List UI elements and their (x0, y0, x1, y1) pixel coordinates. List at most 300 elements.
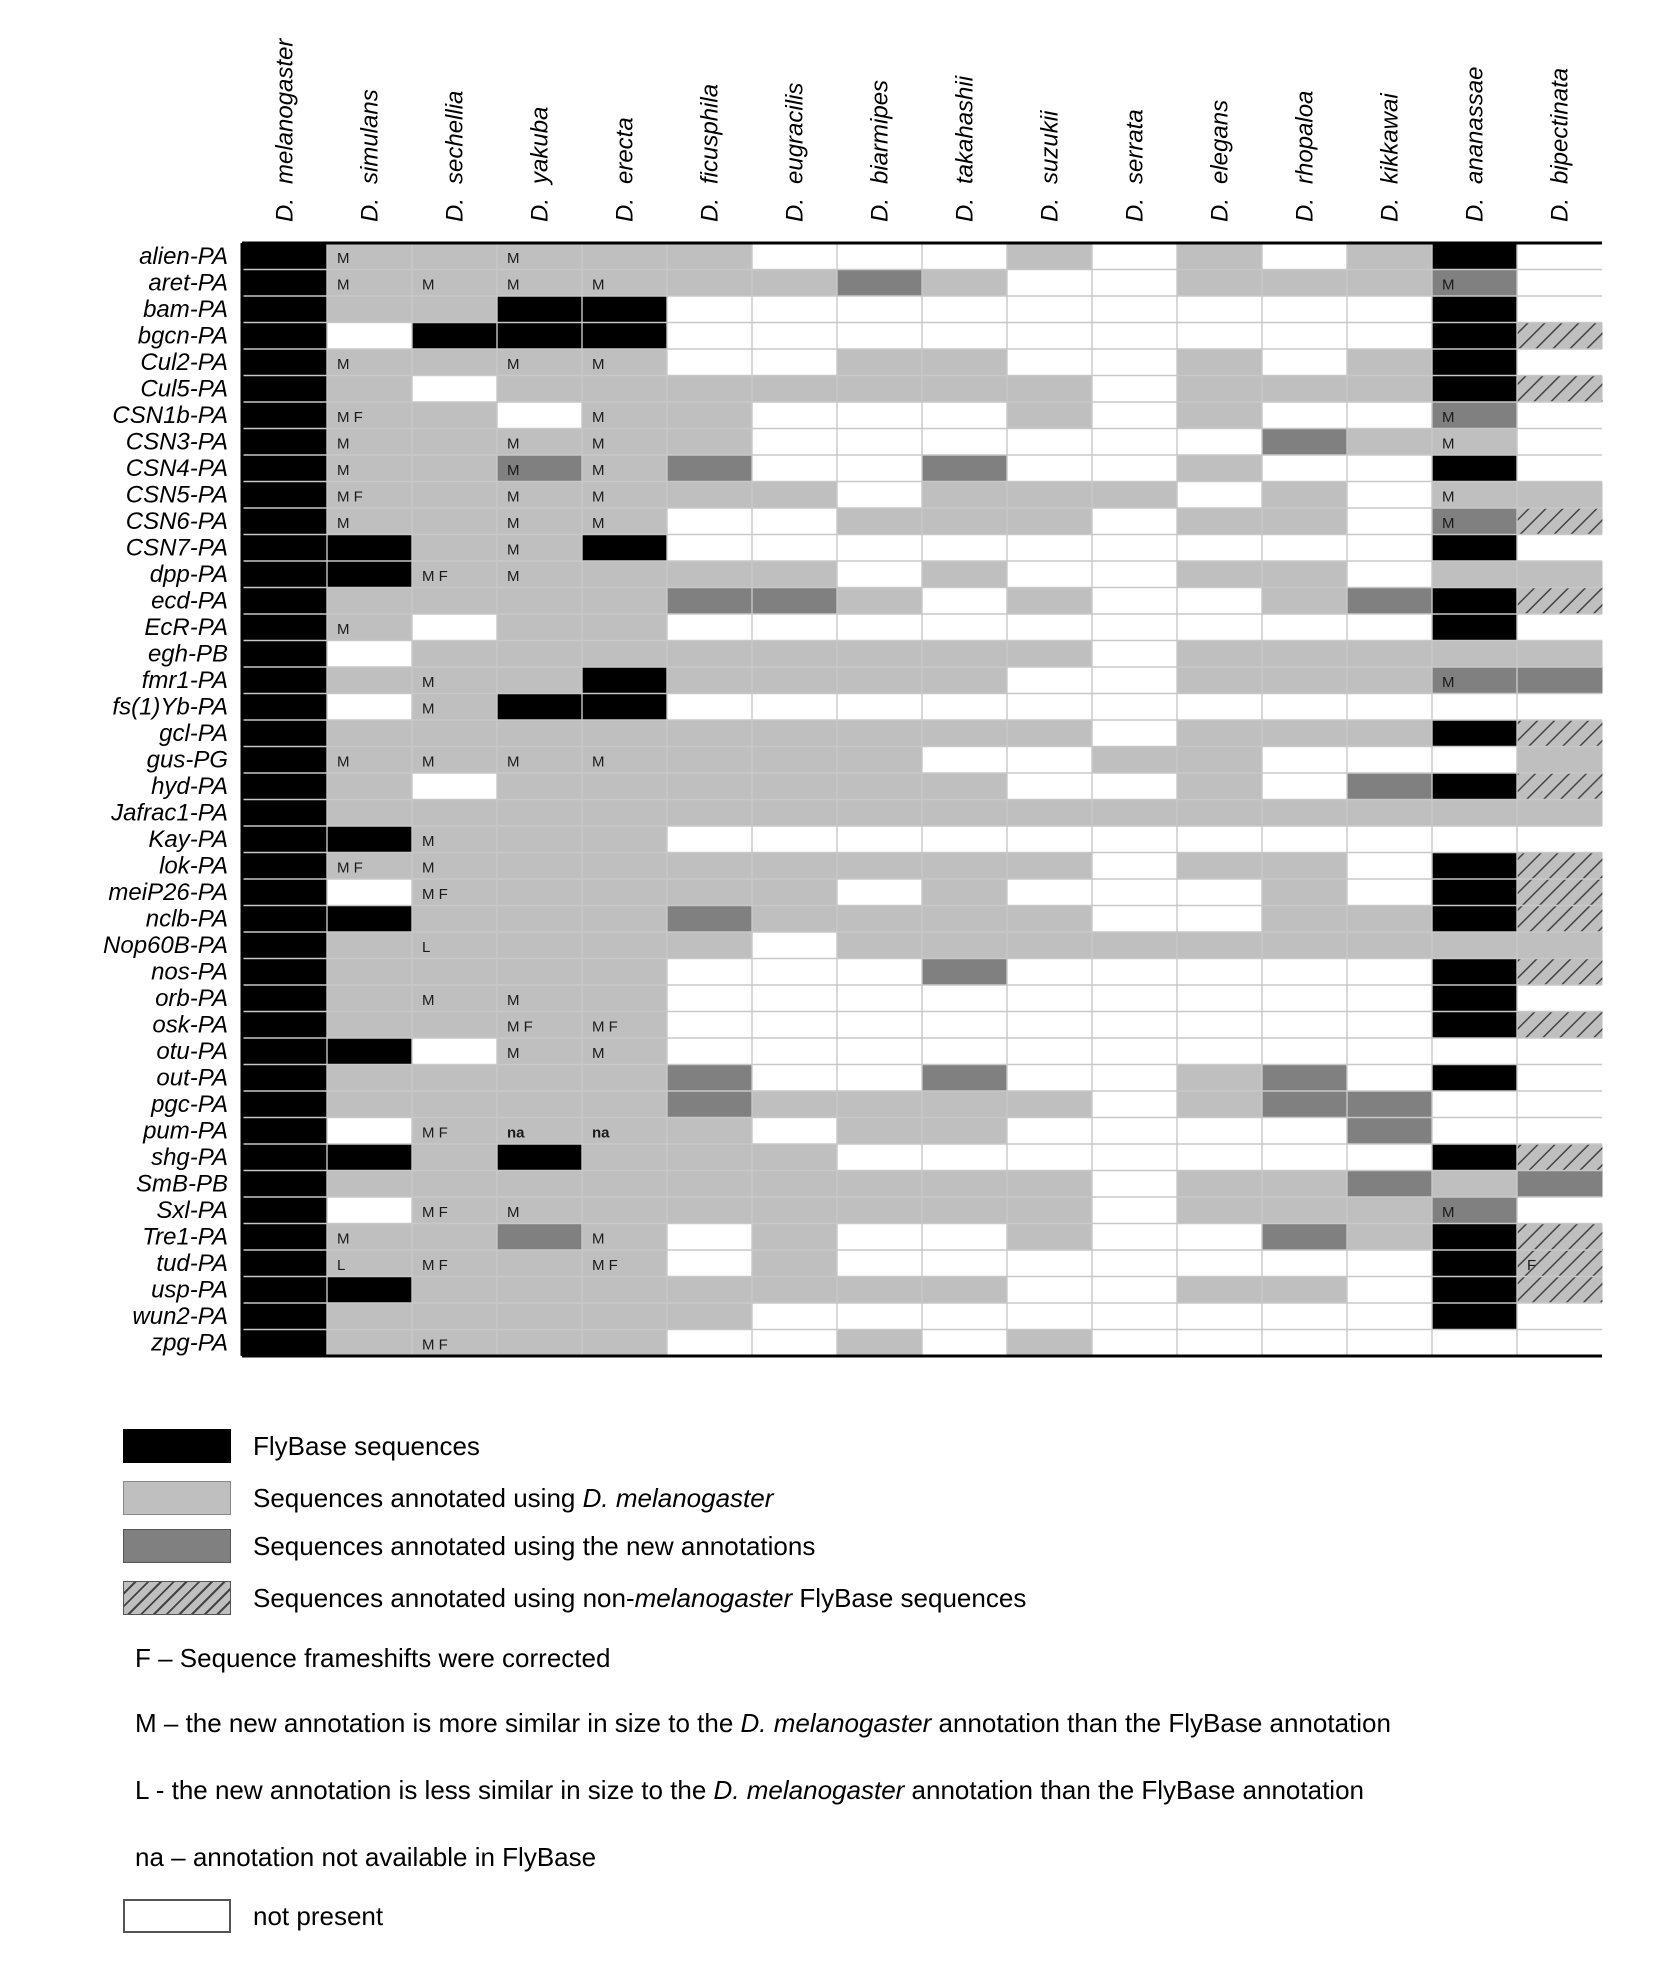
melanogaster-annotated-cell (497, 1171, 583, 1198)
melanogaster-annotated-cell (327, 1330, 413, 1357)
not-present-cell (1177, 1330, 1263, 1357)
species-label: D.takahashii (951, 75, 979, 222)
melanogaster-annotated-cell (1007, 932, 1093, 959)
cell-mark: M (337, 276, 350, 294)
gene-label: gcl-PA (159, 720, 228, 747)
melanogaster-annotated-cell (1262, 1197, 1348, 1224)
not-present-cell (1517, 614, 1603, 641)
not-present-cell (752, 1118, 838, 1145)
not-present-cell (752, 349, 838, 376)
not-present-cell (1177, 482, 1263, 509)
not-present-cell (1262, 694, 1348, 721)
melanogaster-annotated-cell (752, 1091, 838, 1118)
melanogaster-annotated-cell (497, 1091, 583, 1118)
not-present-cell (1347, 985, 1433, 1012)
melanogaster-annotated-cell (667, 641, 753, 668)
cell-mark: M (592, 435, 605, 453)
melanogaster-annotated-cell (582, 641, 668, 668)
not-present-cell (1092, 694, 1178, 721)
not-present-cell (1177, 1118, 1263, 1145)
cell-mark: M F (337, 488, 363, 506)
not-present-cell (1347, 455, 1433, 482)
not-present-cell (752, 932, 838, 959)
flybase-cell (1432, 296, 1518, 323)
melanogaster-annotated-cell (412, 1224, 498, 1251)
new-annotation-cell (1262, 1224, 1348, 1251)
melanogaster-annotated-cell (497, 667, 583, 694)
gene-label: CSN6-PA (125, 508, 228, 535)
not-present-cell (1177, 826, 1263, 853)
melanogaster-annotated-cell (582, 1091, 668, 1118)
flybase-cell (327, 561, 413, 588)
not-present-cell (1432, 1091, 1518, 1118)
melanogaster-annotated-cell (412, 1303, 498, 1330)
melanogaster-annotated-cell (922, 1118, 1008, 1145)
melanogaster-annotated-cell (582, 243, 668, 270)
species-label: D.simulans (356, 89, 384, 222)
new-annotation-cell (1262, 1065, 1348, 1092)
not-present-cell (1262, 455, 1348, 482)
melanogaster-annotated-cell (497, 932, 583, 959)
melanogaster-annotated-cell (582, 853, 668, 880)
not-present-cell (1092, 243, 1178, 270)
not-present-cell (667, 323, 753, 350)
melanogaster-annotated-cell (752, 747, 838, 774)
cell-mark: M (1442, 674, 1455, 691)
not-present-cell (1347, 1144, 1433, 1171)
melanogaster-annotated-cell (582, 614, 668, 641)
gene-label: lok-PA (159, 852, 228, 880)
melanogaster-annotated-cell (667, 1171, 753, 1198)
melanogaster-annotated-cell (837, 641, 923, 668)
melanogaster-annotated-cell (497, 588, 583, 615)
melanogaster-annotated-cell (497, 773, 583, 800)
flybase-cell (1432, 376, 1518, 403)
not-present-cell (1007, 1118, 1093, 1145)
not-present-cell (1007, 535, 1093, 562)
melanogaster-annotated-cell (412, 429, 498, 456)
melanogaster-annotated-cell (922, 641, 1008, 668)
melanogaster-annotated-cell (1262, 720, 1348, 747)
melanogaster-annotated-cell (1177, 641, 1263, 668)
melanogaster-annotated-cell (752, 482, 838, 509)
not-present-cell (1347, 853, 1433, 880)
cell-mark: M (337, 1230, 350, 1248)
melanogaster-annotated-cell (752, 1277, 838, 1304)
cell-mark: M (337, 515, 350, 532)
not-present-cell (1262, 402, 1348, 429)
melanogaster-annotated-cell (752, 376, 838, 403)
melanogaster-annotated-cell (667, 402, 753, 429)
species-label: D.eugracilis (781, 82, 809, 222)
flybase-cell (242, 959, 328, 986)
not-present-cell (1262, 985, 1348, 1012)
not-present-cell (1177, 1038, 1263, 1065)
melanogaster-annotated-cell (752, 1197, 838, 1224)
non-melanogaster-cell (1517, 1277, 1603, 1304)
melanogaster-annotated-cell (327, 800, 413, 827)
cell-mark: M (592, 462, 605, 479)
gene-label: zpg-PA (151, 1329, 228, 1357)
flybase-cell (242, 720, 328, 747)
flybase-cell (327, 1277, 413, 1304)
not-present-cell (1262, 747, 1348, 774)
not-present-cell (1177, 588, 1263, 615)
melanogaster-annotated-cell (667, 270, 753, 297)
not-present-cell (327, 879, 413, 906)
melanogaster-annotated-cell (582, 906, 668, 933)
gene-label: tud-PA (156, 1250, 228, 1277)
not-present-cell (837, 959, 923, 986)
melanogaster-annotated-cell (837, 932, 923, 959)
not-present-cell (1347, 1065, 1433, 1092)
melanogaster-annotated-cell (1517, 932, 1603, 959)
melanogaster-annotated-cell (922, 853, 1008, 880)
not-present-cell (1432, 1038, 1518, 1065)
not-present-cell (752, 1012, 838, 1039)
not-present-cell (837, 1065, 923, 1092)
melanogaster-annotated-cell (922, 720, 1008, 747)
melanogaster-annotated-cell (1177, 270, 1263, 297)
melanogaster-annotated-cell (1347, 376, 1433, 403)
cell-mark: M (592, 1230, 605, 1248)
cell-mark: M (592, 409, 605, 426)
cell-mark: M F (422, 1257, 448, 1274)
not-present-cell (1092, 985, 1178, 1012)
gene-label: out-PA (156, 1064, 228, 1092)
melanogaster-annotated-cell (1177, 747, 1263, 774)
melanogaster-annotated-cell (667, 482, 753, 509)
not-present-cell (1007, 349, 1093, 376)
not-present-cell (752, 614, 838, 641)
not-present-cell (922, 1144, 1008, 1171)
flybase-cell (497, 1144, 583, 1171)
not-present-cell (1517, 1197, 1603, 1224)
not-present-cell (922, 1038, 1008, 1065)
not-present-cell (1347, 879, 1433, 906)
not-present-cell (1092, 826, 1178, 853)
not-present-cell (327, 1118, 413, 1145)
not-present-cell (1262, 1144, 1348, 1171)
not-present-cell (667, 694, 753, 721)
species-label: D.suzukii (1036, 110, 1064, 222)
not-present-cell (1092, 1118, 1178, 1145)
species-label: D.rhopaloa (1291, 90, 1319, 222)
melanogaster-annotated-cell (497, 1277, 583, 1304)
melanogaster-annotated-cell (1262, 800, 1348, 827)
cell-mark: M (592, 276, 605, 294)
melanogaster-annotated-cell (1262, 270, 1348, 297)
species-label: D.sechellia (441, 90, 469, 222)
not-present-cell (1517, 243, 1603, 270)
melanogaster-annotated-cell (1092, 747, 1178, 774)
species-label: D.ananassae (1461, 66, 1489, 222)
flybase-cell (242, 270, 328, 297)
melanogaster-annotated-cell (1262, 561, 1348, 588)
melanogaster-annotated-cell (1347, 270, 1433, 297)
melanogaster-annotated-cell (327, 588, 413, 615)
not-present-cell (922, 614, 1008, 641)
non-melanogaster-cell (1517, 1224, 1603, 1251)
not-present-cell (922, 243, 1008, 270)
not-present-cell (1262, 826, 1348, 853)
not-present-cell (752, 959, 838, 986)
melanogaster-annotated-cell (582, 1197, 668, 1224)
not-present-cell (1262, 1303, 1348, 1330)
melanogaster-annotated-cell (922, 1277, 1008, 1304)
gene-label: Nop60B-PA (103, 932, 228, 959)
flybase-cell (242, 323, 328, 350)
not-present-cell (1517, 1065, 1603, 1092)
cell-mark: M (507, 1204, 520, 1221)
not-present-cell (1092, 720, 1178, 747)
not-present-cell (1092, 1197, 1178, 1224)
gene-label: Tre1-PA (142, 1223, 228, 1251)
flybase-cell (242, 879, 328, 906)
not-present-cell (1177, 1303, 1263, 1330)
melanogaster-annotated-cell (1007, 800, 1093, 827)
not-present-cell (1347, 694, 1433, 721)
melanogaster-annotated-cell (1347, 906, 1433, 933)
flybase-cell (1432, 853, 1518, 880)
new-annotation-cell (1262, 1091, 1348, 1118)
melanogaster-annotated-cell (837, 720, 923, 747)
species-label: D.bipectinata (1546, 67, 1574, 222)
melanogaster-annotated-cell (412, 1065, 498, 1092)
melanogaster-annotated-cell (1092, 482, 1178, 509)
melanogaster-annotated-cell (1262, 1171, 1348, 1198)
melanogaster-annotated-cell (1262, 853, 1348, 880)
not-present-cell (837, 296, 923, 323)
melanogaster-annotated-cell (1177, 349, 1263, 376)
not-present-cell (667, 508, 753, 535)
cell-mark: M (337, 250, 350, 267)
not-present-cell (922, 1012, 1008, 1039)
melanogaster-annotated-cell (837, 800, 923, 827)
not-present-cell (1262, 1118, 1348, 1145)
gene-label: CSN5-PA (125, 481, 228, 509)
flybase-cell (582, 296, 668, 323)
cell-mark: M (507, 276, 520, 294)
melanogaster-annotated-cell (1262, 588, 1348, 615)
cell-mark: M F (337, 859, 363, 877)
melanogaster-annotated-cell (1177, 1065, 1263, 1092)
melanogaster-annotated-cell (1007, 1197, 1093, 1224)
melanogaster-annotated-cell (412, 720, 498, 747)
melanogaster-annotated-cell (497, 826, 583, 853)
flybase-cell (497, 323, 583, 350)
melanogaster-annotated-cell (752, 773, 838, 800)
cell-mark: L (422, 939, 431, 956)
flybase-cell (242, 985, 328, 1012)
melanogaster-annotated-cell (327, 376, 413, 403)
gene-label: hyd-PA (151, 773, 228, 800)
melanogaster-annotated-cell (752, 800, 838, 827)
cell-mark: M F (507, 1018, 533, 1036)
not-present-cell (1517, 1118, 1603, 1145)
cell-mark: M (422, 859, 435, 877)
melanogaster-annotated-cell (412, 296, 498, 323)
flybase-cell (242, 296, 328, 323)
flybase-cell (242, 826, 328, 853)
melanogaster-annotated-cell (1347, 932, 1433, 959)
not-present-cell (752, 985, 838, 1012)
cell-mark: M (1442, 488, 1455, 506)
melanogaster-annotated-cell (752, 641, 838, 668)
not-present-cell (922, 694, 1008, 721)
flybase-cell (242, 1091, 328, 1118)
flybase-cell (242, 694, 328, 721)
not-present-cell (1517, 1038, 1603, 1065)
cell-mark: M (1442, 515, 1455, 532)
not-present-cell (1517, 349, 1603, 376)
melanogaster-annotated-cell (667, 376, 753, 403)
cell-mark: M (337, 435, 350, 453)
flybase-cell (242, 402, 328, 429)
flybase-cell (1432, 1144, 1518, 1171)
not-present-cell (837, 561, 923, 588)
melanogaster-annotated-cell (667, 853, 753, 880)
cell-mark: M (1442, 1204, 1455, 1221)
flybase-cell (1432, 349, 1518, 376)
cell-mark: M (422, 833, 435, 850)
not-present-cell (1092, 1303, 1178, 1330)
not-present-cell (922, 1330, 1008, 1357)
melanogaster-annotated-cell (412, 1171, 498, 1198)
not-present-cell (922, 402, 1008, 429)
melanogaster-annotated-cell (837, 349, 923, 376)
not-present-cell (1092, 1277, 1178, 1304)
gene-label: aret-PA (148, 269, 228, 297)
not-present-cell (837, 879, 923, 906)
cell-mark: M (337, 753, 350, 771)
not-present-cell (752, 429, 838, 456)
not-present-cell (1347, 1277, 1433, 1304)
not-present-cell (922, 296, 1008, 323)
cell-mark: M F (422, 1124, 448, 1142)
melanogaster-annotated-cell (497, 641, 583, 668)
melanogaster-annotated-cell (922, 1091, 1008, 1118)
melanogaster-annotated-cell (497, 720, 583, 747)
melanogaster-annotated-cell (412, 800, 498, 827)
gene-label: nclb-PA (145, 905, 228, 933)
melanogaster-annotated-cell (667, 747, 753, 774)
not-present-cell (1092, 1144, 1178, 1171)
melanogaster-annotated-cell (1432, 800, 1518, 827)
cell-mark: M F (422, 886, 448, 903)
not-present-cell (667, 349, 753, 376)
flybase-cell (242, 482, 328, 509)
new-annotation-cell (1347, 1091, 1433, 1118)
not-present-cell (1092, 349, 1178, 376)
gene-label: Jafrac1-PA (111, 799, 228, 827)
melanogaster-annotated-cell (1177, 561, 1263, 588)
melanogaster-annotated-cell (1177, 1171, 1263, 1198)
melanogaster-annotated-cell (667, 1277, 753, 1304)
flybase-cell (242, 535, 328, 562)
melanogaster-annotated-cell (837, 1330, 923, 1357)
cell-mark: na (507, 1124, 525, 1142)
not-present-cell (837, 694, 923, 721)
legend-label: not present (253, 1900, 384, 1931)
cell-mark: M (422, 700, 435, 718)
not-present-cell (1092, 270, 1178, 297)
melanogaster-annotated-cell (1177, 667, 1263, 694)
gene-label: CSN3-PA (125, 428, 228, 456)
not-present-cell (752, 1038, 838, 1065)
gene-label: dpp-PA (149, 561, 228, 588)
not-present-cell (752, 455, 838, 482)
not-present-cell (1347, 561, 1433, 588)
melanogaster-annotated-cell (922, 1197, 1008, 1224)
gene-label: Cul2-PA (140, 349, 228, 376)
flybase-cell (1432, 959, 1518, 986)
melanogaster-annotated-cell (667, 879, 753, 906)
melanogaster-annotated-cell (582, 561, 668, 588)
cell-mark: M (592, 356, 605, 373)
legend-note-not-available: na – annotation not available in FlyBase (135, 1842, 597, 1872)
not-present-cell (1007, 773, 1093, 800)
melanogaster-annotated-cell (837, 773, 923, 800)
melanogaster-annotated-cell (837, 906, 923, 933)
melanogaster-annotated-cell (922, 879, 1008, 906)
not-present-cell (1007, 879, 1093, 906)
not-present-cell (837, 1303, 923, 1330)
not-present-cell (1432, 826, 1518, 853)
flybase-cell (242, 1303, 328, 1330)
not-present-cell (1007, 455, 1093, 482)
melanogaster-annotated-cell (1262, 482, 1348, 509)
melanogaster-annotated-cell (922, 667, 1008, 694)
species-label: D.yakuba (526, 106, 554, 222)
melanogaster-annotated-cell (582, 1065, 668, 1092)
cell-mark: M (592, 1045, 605, 1062)
not-present-cell (1007, 667, 1093, 694)
non-melanogaster-cell (1517, 376, 1603, 403)
melanogaster-annotated-cell (497, 1065, 583, 1092)
flybase-cell (327, 1144, 413, 1171)
melanogaster-annotated-cell (1432, 561, 1518, 588)
melanogaster-annotated-cell (837, 1171, 923, 1198)
legend-note-more-similar: M – the new annotation is more similar in size to the D. melanogaster annotation than the FlyBase annotation (135, 1708, 1391, 1738)
melanogaster-annotated-cell (1347, 667, 1433, 694)
cell-mark: M (592, 515, 605, 532)
not-present-cell (497, 402, 583, 429)
not-present-cell (837, 985, 923, 1012)
species-label: D.biarmipes (866, 79, 894, 222)
cell-mark: M (507, 488, 520, 506)
flybase-cell (242, 1277, 328, 1304)
melanogaster-annotated-cell (327, 773, 413, 800)
melanogaster-annotated-cell (922, 800, 1008, 827)
flybase-cell (582, 323, 668, 350)
new-annotation-cell (1347, 588, 1433, 615)
melanogaster-annotated-cell (1517, 641, 1603, 668)
melanogaster-annotated-cell (1177, 455, 1263, 482)
not-present-cell (1177, 296, 1263, 323)
flybase-cell (242, 243, 328, 270)
flybase-cell (1432, 1250, 1518, 1277)
melanogaster-annotated-cell (922, 482, 1008, 509)
not-present-cell (327, 323, 413, 350)
melanogaster-annotated-cell (1177, 1277, 1263, 1304)
gene-label: Kay-PA (148, 826, 228, 853)
cell-mark: M (507, 435, 520, 453)
not-present-cell (1347, 1250, 1433, 1277)
not-present-cell (1517, 826, 1603, 853)
not-present-cell (412, 1038, 498, 1065)
melanogaster-annotated-cell (1177, 853, 1263, 880)
